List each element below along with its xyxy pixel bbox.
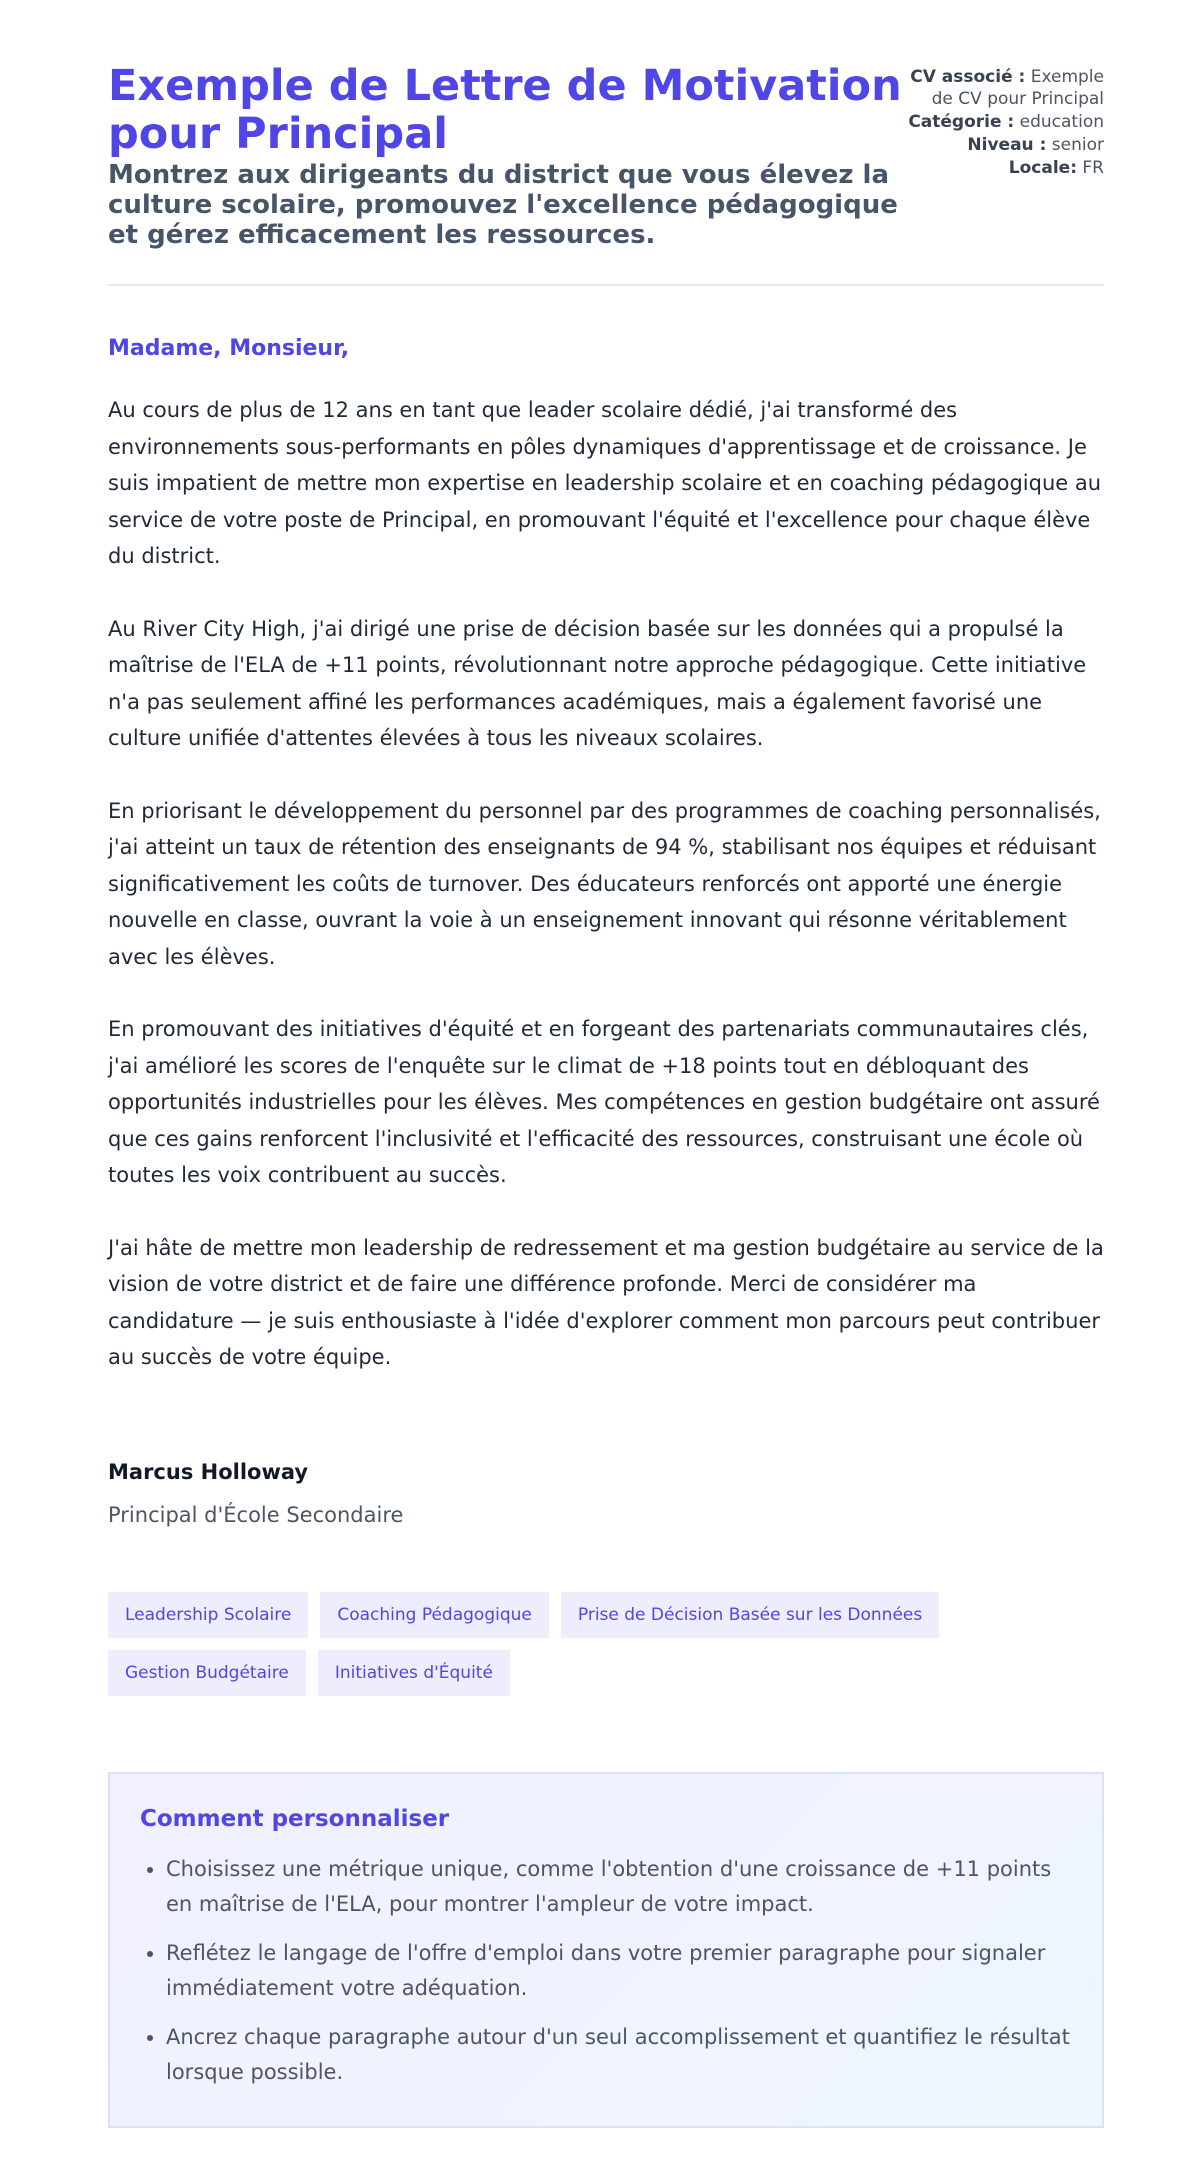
letter-container xyxy=(108,0,1104,2084)
skill-tags xyxy=(108,1592,1104,1696)
letter-paragraph: En promouvant des initiatives d'équité et en forgeant des partenariats communautaires clés, j'ai amélioré les scores de l'enquête sur le climat de +18 points tout en débloquant des opportunités industrielles pour les élèves. Mes compétences en gestion budgétaire ont assuré que ces gains renforcent l'inclusivité et l'efficacité des ressources, construisant une école où toutes les voix contribuent au succès. xyxy=(108,1017,1100,1187)
letter-paragraph: Au River City High, j'ai dirigé une prise de décision basée sur les données qui a propulsé la maîtrise de l'ELA de +11 points, révolutionnant notre approche pédagogique. Cette initiative n'a pas seulement affiné les performances académiques, mais a également favorisé une culture unifiée d'attentes élevées à tous les niveaux scolaires. xyxy=(108,616,1087,750)
tips-title: Comment personnaliser xyxy=(140,1806,450,1832)
customization-tips-box xyxy=(108,1772,1104,2128)
skill-tag: Leadership Scolaire xyxy=(108,1592,308,1638)
signature-role: Principal d'École Secondaire xyxy=(108,1503,404,1527)
meta-level-label: Niveau : xyxy=(967,135,1047,155)
tip-item: • Choisissez une métrique unique, comme l'obtention d'une croissance de +11 points en maîtrise de l'ELA, pour montrer l'ampleur de votre impact. xyxy=(166,1852,1072,1922)
page-subtitle: Montrez aux dirigeants du district que vous élevez la culture scolaire, promouvez l'excellence pédagogique et gérez efficacement les ressources. xyxy=(108,160,898,250)
meta-level xyxy=(904,134,1104,156)
skill-tag: Initiatives d'Équité xyxy=(318,1650,510,1696)
letter-paragraph: En priorisant le développement du personnel par des programmes de coaching personnalisés, j'ai atteint un taux de rétention des enseignants de 94 %, stabilisant nos équipes et réduisant significativement les coûts de turnover. Des éducateurs renforcés ont apporté une énergie nouvelle en classe, ouvrant la voie à un enseignement innovant qui résonne véritablement avec les élèves. xyxy=(108,798,1101,969)
tips-list xyxy=(140,1852,1072,2090)
meta-cv xyxy=(904,66,1104,110)
skill-tag: Coaching Pédagogique xyxy=(320,1592,549,1638)
meta-locale xyxy=(904,157,1104,179)
meta-locale-label: Locale: xyxy=(1008,158,1077,178)
tip-item: • Reflétez le langage de l'offre d'emploi dans votre premier paragraphe pour signaler immédiatement votre adéquation. xyxy=(166,1936,1072,2006)
meta-panel xyxy=(904,66,1104,180)
meta-cv-label: CV associé : xyxy=(910,67,1026,87)
tip-item: • Ancrez chaque paragraphe autour d'un seul accomplissement et quantifiez le résultat lorsque possible. xyxy=(166,2020,1072,2090)
salutation: Madame, Monsieur, xyxy=(108,336,350,361)
skill-tag: Prise de Décision Basée sur les Données xyxy=(561,1592,939,1638)
meta-cv-value: Exemple de CV pour Principal xyxy=(931,67,1104,109)
page-title: Exemple de Lettre de Motivation pour Principal xyxy=(108,61,902,159)
meta-category-label: Catégorie : xyxy=(908,112,1015,132)
letter-paragraph: J'ai hâte de mettre mon leadership de redressement et ma gestion budgétaire au service de la vision de votre district et de faire une différence profonde. Merci de considérer ma candidature — je suis enthousiaste à l'idée d'explorer comment mon parcours peut contribuer au succès de votre équipe. xyxy=(108,1235,1104,1369)
meta-locale-value: FR xyxy=(1082,158,1104,178)
page-header xyxy=(108,0,1104,286)
meta-level-value: senior xyxy=(1051,135,1104,155)
letter-paragraph: Au cours de plus de 12 ans en tant que leader scolaire dédié, j'ai transformé des environnements sous-performants en pôles dynamiques d'apprentissage et de croissance. Je suis impatient de mettre mon expertise en leadership scolaire et en coaching pédagogique au service de votre poste de Principal, en promouvant l'équité et l'excellence pour chaque élève du district. xyxy=(108,398,1102,568)
skill-tag: Gestion Budgétaire xyxy=(108,1650,306,1696)
letter-body xyxy=(108,392,1104,1412)
meta-category-value: education xyxy=(1019,112,1104,132)
signature-name: Marcus Holloway xyxy=(108,1460,309,1484)
meta-category xyxy=(904,111,1104,133)
